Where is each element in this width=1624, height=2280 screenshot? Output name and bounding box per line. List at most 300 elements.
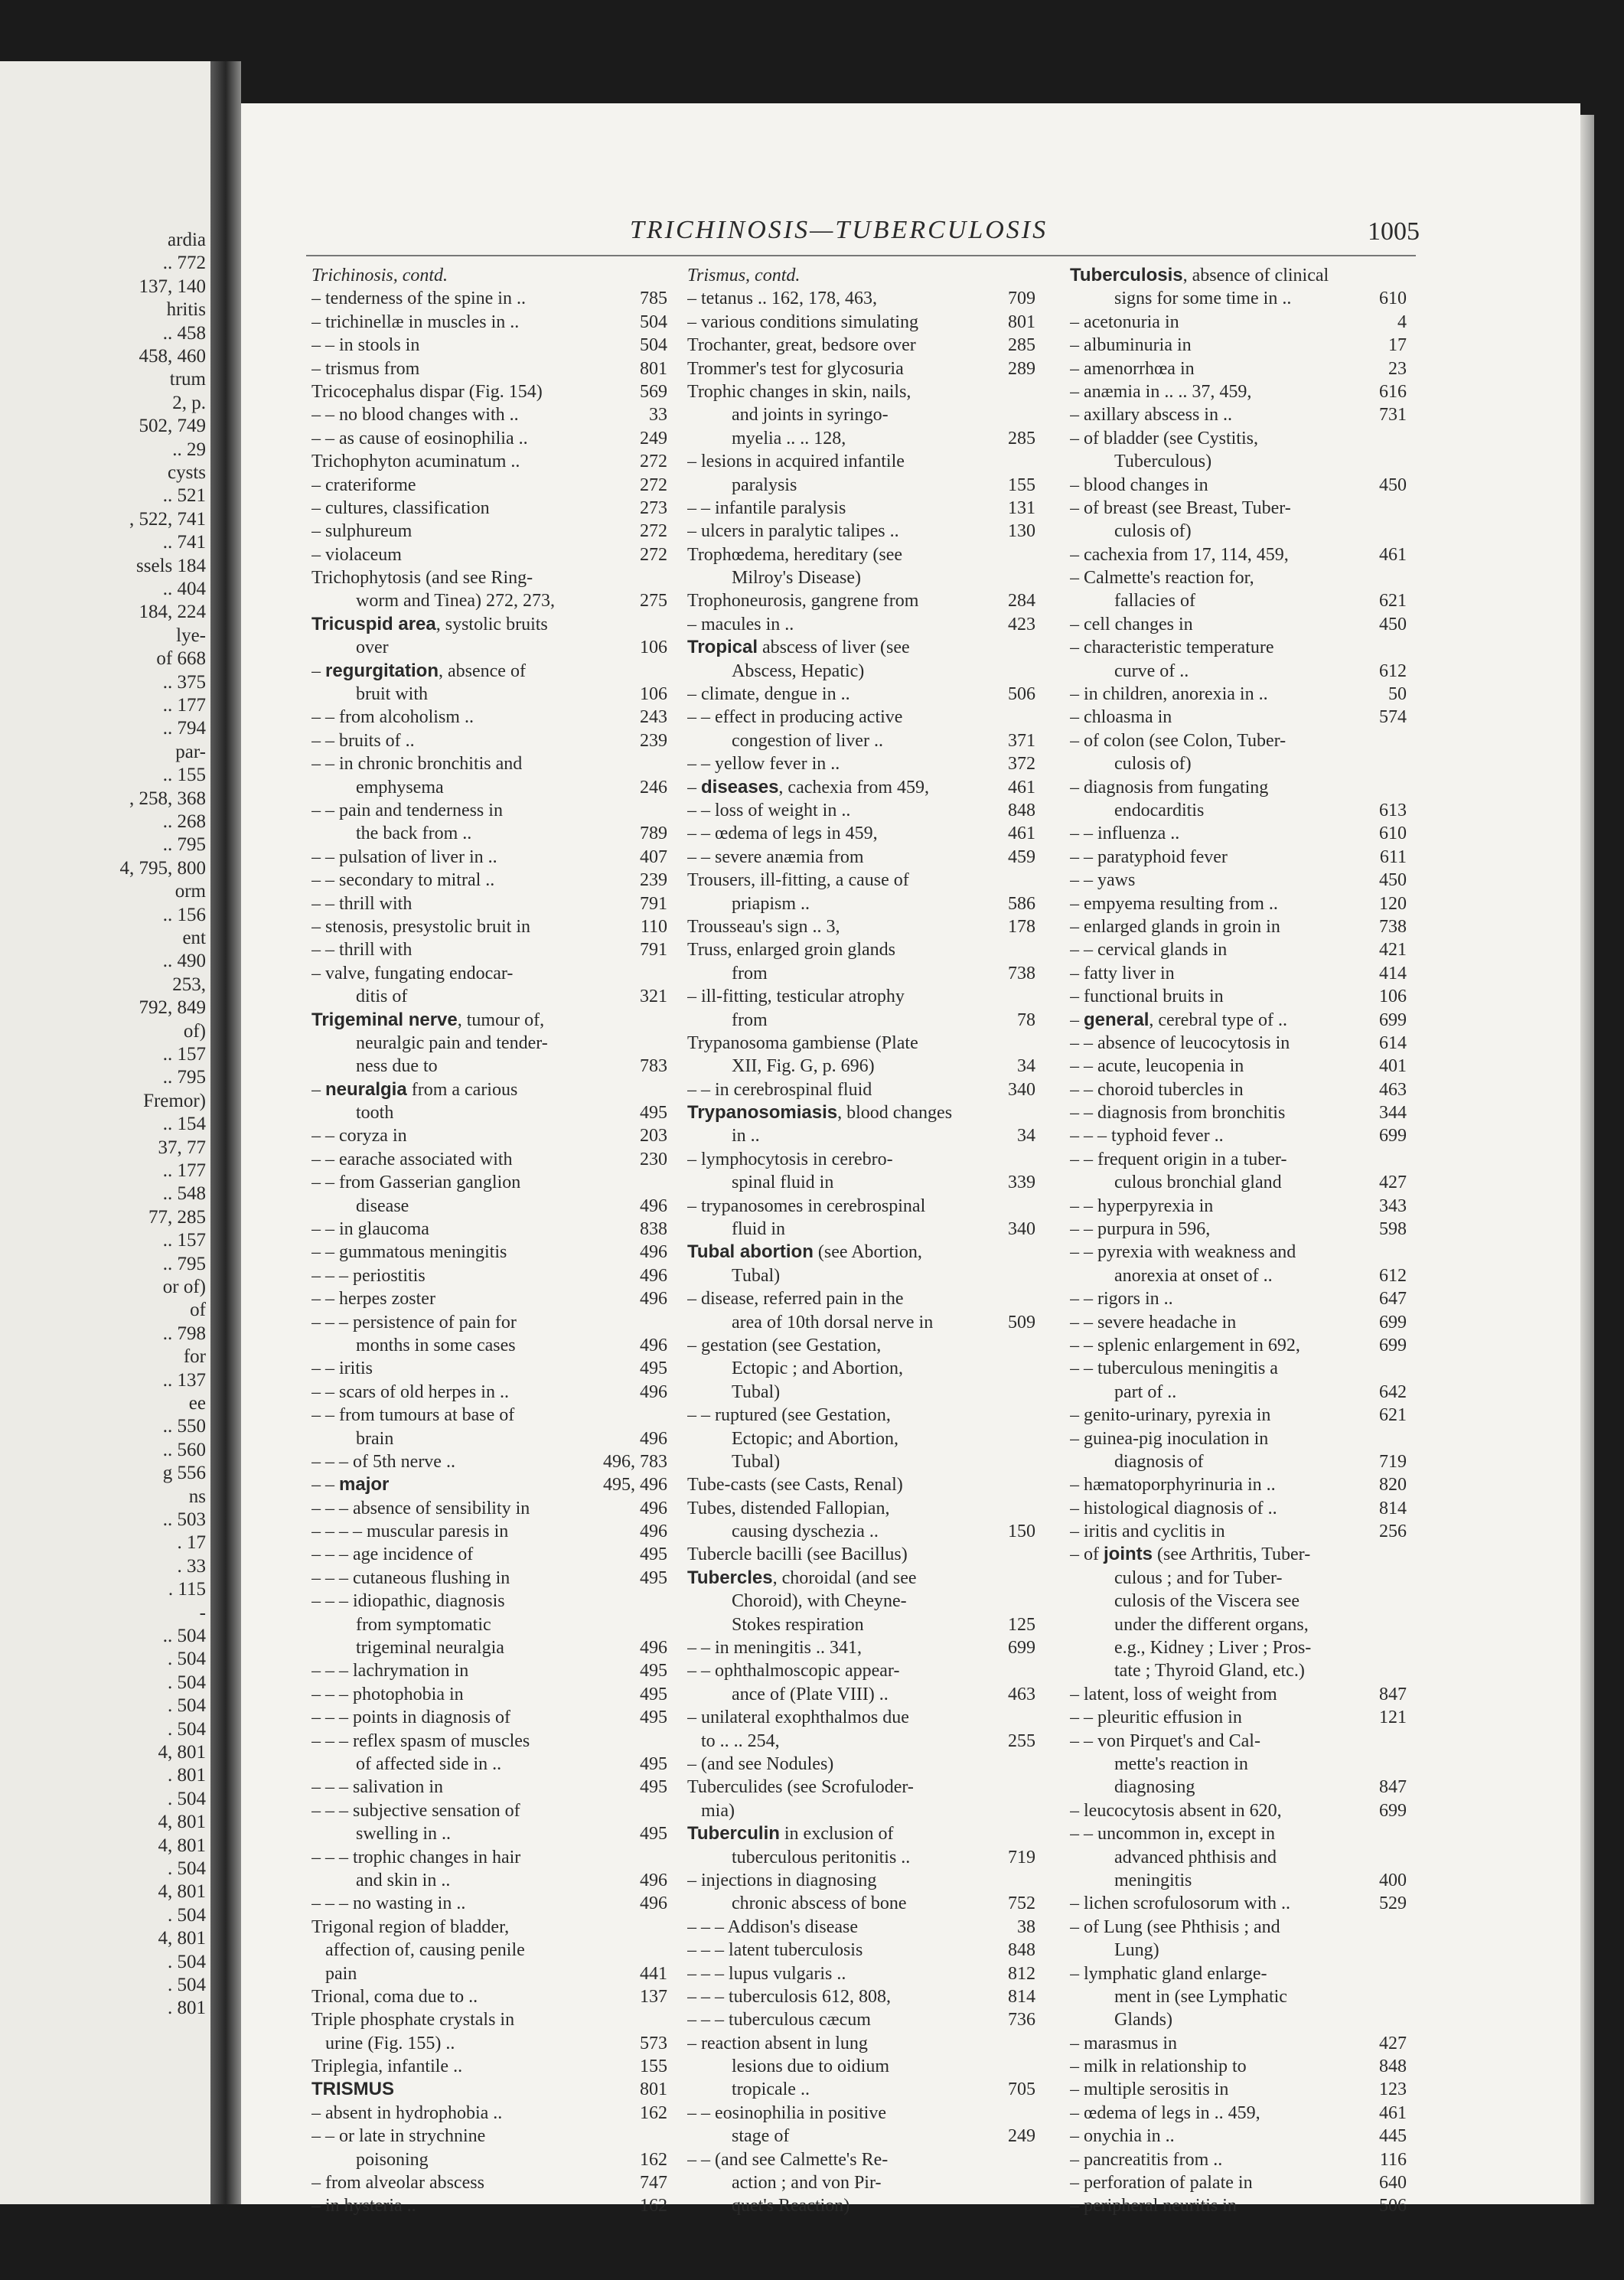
page-reference: 445 — [1379, 2126, 1407, 2147]
index-entry — [687, 2032, 1035, 2055]
page-reference: 155 — [640, 2057, 667, 2077]
page-reference: 400 — [1379, 1870, 1407, 1890]
entry-text: – of bladder (see Cystitis, — [1070, 428, 1258, 448]
entry-text: – amenorrhœa in — [1070, 358, 1195, 379]
index-entry — [687, 380, 1035, 403]
index-entry — [311, 1357, 667, 1380]
entry-text: – anæmia in .. .. 37, 459, — [1070, 381, 1252, 402]
page-reference: 573 — [640, 2033, 667, 2053]
entry-text: – – – idiopathic, diagnosis — [311, 1591, 505, 1612]
entry-text: Lung) — [1114, 1940, 1159, 1961]
page-reference: 801 — [640, 2079, 667, 2100]
entry-text: in .. — [732, 1126, 760, 1147]
index-entry — [311, 589, 667, 612]
entry-text: Trophoneurosis, gangrene from — [687, 591, 919, 612]
entry-text: – lymphatic gland enlarge- — [1070, 1963, 1267, 1984]
index-entry — [687, 729, 1035, 752]
entry-text: – (and see Nodules) — [687, 1754, 834, 1774]
index-entry — [687, 1287, 1035, 1310]
page-reference: 848 — [1008, 1940, 1035, 1961]
index-entry — [687, 1520, 1035, 1543]
page-reference: 574 — [1379, 707, 1407, 728]
entry-text: Tuberculosis, absence of clinical — [1070, 265, 1329, 285]
page-reference: 272 — [640, 452, 667, 472]
index-entry — [311, 2008, 667, 2031]
entry-text: – – herpes zoster — [311, 1289, 435, 1310]
entry-text: – – absence of leucocytosis in — [1070, 1032, 1290, 1053]
index-entry — [687, 2102, 1035, 2125]
entry-text: – axillary abscess in .. — [1070, 405, 1232, 426]
entry-text: anorexia at onset of .. — [1114, 1265, 1273, 1286]
page-reference: 640 — [1379, 2173, 1407, 2194]
left-page-line: trum — [169, 369, 206, 390]
entry-text: – albuminuria in — [1070, 335, 1192, 356]
entry-text: Trichinosis, contd. — [311, 266, 448, 285]
entry-text: advanced phthisis and — [1114, 1847, 1277, 1867]
index-entry — [1070, 752, 1407, 775]
index-entry — [687, 589, 1035, 612]
index-entry — [1070, 1078, 1407, 1101]
entry-text: culosis of the Viscera see — [1114, 1591, 1300, 1612]
entry-text: ditis of — [356, 987, 408, 1007]
index-entry — [311, 2032, 667, 2055]
entry-text: Trismus, contd. — [687, 266, 801, 285]
entry-text: – – from tumours at base of — [311, 1405, 515, 1426]
index-entry — [1070, 1311, 1407, 1334]
index-entry — [687, 2008, 1035, 2031]
entry-text: – lichen scrofulosorum with .. — [1070, 1893, 1290, 1914]
entry-text: – – – of 5th nerve .. — [311, 1451, 455, 1472]
entry-text: – iritis and cyclitis in — [1070, 1522, 1225, 1542]
entry-text: Ectopic; and Abortion, — [732, 1428, 898, 1449]
index-entry — [311, 1427, 667, 1450]
index-entry — [687, 1195, 1035, 1218]
entry-text: – valve, fungating endocar- — [311, 963, 514, 983]
entry-text: tate ; Thyroid Gland, etc.) — [1114, 1661, 1305, 1681]
page-reference: 495 — [640, 1103, 667, 1124]
left-page-line: . 33 — [177, 1555, 206, 1577]
entry-text: – lesions in acquired infantile — [687, 452, 905, 472]
page-reference: 848 — [1379, 2057, 1407, 2077]
left-page-fragment — [0, 61, 210, 2204]
entry-text: – – – salivation in — [311, 1777, 443, 1798]
left-page-line: 4, 795, 800 — [119, 857, 206, 879]
entry-text: e.g., Kidney ; Liver ; Pros- — [1114, 1638, 1312, 1659]
entry-text: to .. .. 254, — [701, 1730, 780, 1751]
entry-text: – – pain and tenderness in — [311, 800, 503, 820]
entry-text: – trichinellæ in muscles in .. — [311, 312, 520, 332]
entry-text: – regurgitation, absence of — [311, 660, 526, 681]
index-entry — [687, 1148, 1035, 1171]
index-entry — [687, 1497, 1035, 1520]
entry-text: – – pyrexia with weakness and — [1070, 1242, 1296, 1263]
entry-text: – – rigors in .. — [1070, 1289, 1173, 1310]
entry-text: – violaceum — [311, 544, 402, 565]
index-entry — [1070, 1148, 1407, 1171]
index-entry — [311, 2148, 667, 2171]
page-reference: 131 — [1008, 497, 1035, 518]
entry-text: – histological diagnosis of .. — [1070, 1498, 1277, 1518]
entry-text: Tube-casts (see Casts, Renal) — [687, 1475, 903, 1496]
index-entry — [687, 1659, 1035, 1682]
left-page-line: . 504 — [168, 1858, 206, 1879]
page-reference: 496 — [640, 1428, 667, 1449]
index-entry — [311, 1892, 667, 1915]
left-page-line: .. 137 — [162, 1369, 206, 1391]
entry-text: – cell changes in — [1070, 614, 1193, 634]
left-page-line: . 17 — [177, 1532, 206, 1554]
index-entry — [687, 1706, 1035, 1729]
page-reference: 495 — [640, 1661, 667, 1681]
page-reference: 569 — [640, 381, 667, 402]
entry-text: – acetonuria in — [1070, 312, 1179, 332]
entry-text: tooth — [356, 1103, 394, 1124]
index-entry — [1070, 1381, 1407, 1404]
index-entry — [311, 962, 667, 985]
page-reference: 504 — [640, 335, 667, 356]
index-entry — [687, 1171, 1035, 1194]
page-reference: 699 — [1379, 1126, 1407, 1147]
index-entry — [687, 2055, 1035, 2078]
index-entry — [1070, 938, 1407, 961]
entry-text: – – – Addison's disease — [687, 1916, 858, 1937]
page-reference: 791 — [640, 893, 667, 914]
page-reference: 162 — [640, 2149, 667, 2170]
entry-text: – guinea-pig inoculation in — [1070, 1428, 1269, 1449]
entry-text: – latent, loss of weight from — [1070, 1684, 1277, 1704]
index-entry — [687, 474, 1035, 497]
entry-text: Glands) — [1114, 2010, 1172, 2030]
left-page-line: . 504 — [168, 1649, 206, 1670]
page-reference: 736 — [1008, 2010, 1035, 2030]
page-reference: 427 — [1379, 2033, 1407, 2053]
index-entry — [311, 1171, 667, 1194]
entry-text: mia) — [701, 1800, 735, 1821]
page-reference: 847 — [1379, 1777, 1407, 1798]
left-page-line: .. 795 — [162, 1067, 206, 1088]
page-reference: 289 — [1008, 358, 1035, 379]
index-entry — [687, 403, 1035, 426]
entry-text: causing dyschezia .. — [732, 1522, 879, 1542]
index-entry — [311, 892, 667, 915]
entry-text: spinal fluid in — [732, 1173, 834, 1193]
page-reference: 496 — [640, 1335, 667, 1355]
index-entry — [1070, 962, 1407, 985]
index-entry — [1070, 1009, 1407, 1032]
left-page-line: .. 156 — [162, 904, 206, 925]
entry-text: Abscess, Hepatic) — [732, 661, 865, 681]
index-entry — [311, 474, 667, 497]
page-reference: 610 — [1379, 824, 1407, 844]
index-entry — [311, 1520, 667, 1543]
page-reference: 137 — [640, 1986, 667, 2007]
left-page-line: 4, 801 — [158, 1742, 206, 1763]
entry-text: stage of — [732, 2126, 790, 2147]
entry-text: – – – photophobia in — [311, 1684, 464, 1704]
index-entry — [1070, 613, 1407, 636]
entry-text: Tubal) — [732, 1381, 781, 1402]
index-entry — [1070, 1473, 1407, 1496]
index-entry — [1070, 1776, 1407, 1799]
page-reference: 116 — [1379, 2149, 1407, 2170]
entry-text: – – yellow fever in .. — [687, 754, 840, 775]
index-entry — [1070, 1962, 1407, 1985]
left-page-line: or of) — [162, 1277, 206, 1297]
index-entry — [687, 1543, 1035, 1566]
entry-text: – – thrill with — [311, 893, 413, 914]
page-reference: 814 — [1008, 1986, 1035, 2007]
page-reference: 614 — [1379, 1032, 1407, 1053]
page-reference: 495, 496 — [603, 1475, 667, 1496]
entry-text: trigeminal neuralgia — [356, 1638, 504, 1659]
left-page-line: .. 177 — [162, 695, 206, 716]
index-entry — [1070, 1543, 1407, 1566]
index-entry — [311, 729, 667, 752]
index-entry — [311, 1846, 667, 1869]
index-entry — [1070, 1916, 1407, 1939]
left-page-line: .. 772 — [162, 253, 206, 274]
page-reference: 747 — [640, 2173, 667, 2194]
index-entry — [1070, 2078, 1407, 2101]
left-page-line: hritis — [166, 299, 206, 321]
index-entry — [311, 1334, 667, 1357]
index-entry — [1070, 1264, 1407, 1287]
entry-text: – – – lupus vulgaris .. — [687, 1963, 846, 1984]
index-entry — [311, 357, 667, 380]
page-reference: 150 — [1008, 1522, 1035, 1542]
index-entry — [687, 1985, 1035, 2008]
entry-text: Tropical abscess of liver (see — [687, 637, 910, 658]
left-page-line: 502, 749 — [139, 416, 206, 437]
index-entry — [1070, 1357, 1407, 1380]
left-page-line: . 504 — [168, 1975, 206, 1995]
index-entry — [311, 497, 667, 520]
page-reference: 120 — [1379, 893, 1407, 914]
entry-text: – – ruptured (see Gestation, — [687, 1405, 891, 1426]
entry-text: culous bronchial gland — [1114, 1173, 1282, 1193]
index-entry — [311, 1659, 667, 1682]
index-entry — [687, 799, 1035, 822]
page-reference: 407 — [640, 846, 667, 867]
entry-text: – hæmatoporphyrinuria in .. — [1070, 1475, 1276, 1496]
entry-text: culosis of) — [1114, 521, 1192, 542]
entry-text: – – loss of weight in .. — [687, 800, 851, 820]
index-entry — [687, 311, 1035, 334]
index-entry — [311, 1148, 667, 1171]
book-gutter — [210, 61, 241, 2204]
index-entry — [1070, 1567, 1407, 1590]
index-entry — [311, 1962, 667, 1985]
left-page-line: ardia — [168, 230, 206, 250]
index-entry — [311, 1776, 667, 1799]
entry-text: Milroy's Disease) — [732, 568, 861, 589]
page-reference: 4 — [1397, 312, 1407, 332]
page-reference: 495 — [640, 1684, 667, 1704]
entry-text: – – major — [311, 1474, 390, 1496]
index-entry — [1070, 776, 1407, 799]
entry-text: from — [732, 963, 768, 983]
index-entry — [687, 497, 1035, 520]
entry-text: – characteristic temperature — [1070, 638, 1274, 658]
index-entry — [1070, 1753, 1407, 1776]
entry-text: – – von Pirquet's and Cal- — [1070, 1730, 1260, 1751]
left-page-line: .. 521 — [162, 485, 206, 507]
page-reference: 496 — [640, 1381, 667, 1402]
entry-text: – – hyperpyrexia in — [1070, 1195, 1214, 1216]
page-reference: 371 — [1008, 730, 1035, 751]
index-entry — [687, 450, 1035, 473]
index-entry — [1070, 846, 1407, 869]
entry-text: swelling in .. — [356, 1824, 451, 1845]
entry-text: – – purpura in 596, — [1070, 1219, 1211, 1240]
left-page-line: .. 798 — [162, 1323, 206, 1344]
index-entry — [311, 1195, 667, 1218]
entry-text: brain — [356, 1428, 394, 1449]
page-reference: 699 — [1379, 1010, 1407, 1030]
entry-text: disease — [356, 1195, 409, 1216]
left-page-line: . 504 — [168, 1718, 206, 1740]
entry-text: – – – – muscular paresis in — [311, 1522, 509, 1542]
page-reference: 820 — [1379, 1475, 1407, 1496]
entry-text: – unilateral exophthalmos due — [687, 1708, 909, 1728]
index-entry — [687, 1124, 1035, 1147]
entry-text: – of joints (see Arthritis, Tuber- — [1070, 1544, 1311, 1565]
entry-text: Tuberculous) — [1114, 452, 1212, 472]
page-reference: 106 — [640, 684, 667, 705]
left-page-line: . 504 — [168, 1672, 206, 1693]
index-entry — [687, 1404, 1035, 1427]
page-reference: 246 — [640, 777, 667, 798]
index-entry — [311, 1032, 667, 1055]
entry-text: – – or late in strychnine — [311, 2126, 486, 2147]
page-reference: 461 — [1379, 2102, 1407, 2123]
entry-text: – – in chronic bronchitis and — [311, 754, 523, 775]
index-entry — [687, 1590, 1035, 1613]
entry-text: TRISMUS — [311, 2079, 394, 2100]
page-reference: 125 — [1008, 1614, 1035, 1635]
entry-text: – macules in .. — [687, 614, 794, 634]
index-entry — [687, 1776, 1035, 1799]
index-entry — [1070, 1241, 1407, 1264]
index-column-1 — [311, 264, 667, 2218]
index-entry — [1070, 869, 1407, 892]
page-reference: 495 — [640, 1777, 667, 1798]
left-page-line: 4, 801 — [158, 1835, 206, 1856]
page-reference: 848 — [1008, 800, 1035, 820]
index-entry — [687, 1055, 1035, 1078]
index-entry — [687, 938, 1035, 961]
page-reference: 249 — [640, 428, 667, 448]
index-entry — [687, 1334, 1035, 1357]
entry-text: over — [356, 638, 389, 658]
index-entry — [687, 1730, 1035, 1753]
page-reference: 529 — [1379, 1893, 1407, 1914]
page-number: 1005 — [1368, 217, 1420, 246]
entry-text: – – – cutaneous flushing in — [311, 1567, 510, 1588]
index-entry — [311, 1543, 667, 1566]
page-reference: 321 — [640, 987, 667, 1007]
page-reference: 285 — [1008, 428, 1035, 448]
page-reference: 110 — [640, 916, 667, 937]
entry-text: – – ophthalmoscopic appear- — [687, 1661, 900, 1681]
left-page-line: 253, — [172, 974, 206, 995]
entry-text: – – diagnosis from bronchitis — [1070, 1103, 1286, 1124]
index-entry — [1070, 1195, 1407, 1218]
index-entry — [1070, 1939, 1407, 1962]
entry-text: – in children, anorexia in .. — [1070, 684, 1268, 705]
page-reference: 495 — [640, 1567, 667, 1588]
index-entry — [687, 1450, 1035, 1473]
entry-text: – cachexia from 17, 114, 459, — [1070, 544, 1289, 565]
entry-text: – reaction absent in lung — [687, 2033, 868, 2053]
left-page-line: orm — [174, 881, 206, 902]
index-entry — [1070, 2125, 1407, 2148]
left-page-line: .. 548 — [162, 1183, 206, 1205]
page-reference: 783 — [640, 1056, 667, 1077]
index-column-2 — [687, 264, 1035, 2218]
index-entry — [311, 1124, 667, 1147]
page-reference: 372 — [1008, 754, 1035, 775]
page-reference: 495 — [640, 1544, 667, 1565]
entry-text: affection of, causing penile — [325, 1940, 525, 1961]
index-entry — [311, 1404, 667, 1427]
entry-text: – – no blood changes with .. — [311, 405, 519, 426]
entry-text: months in some cases — [356, 1335, 516, 1355]
left-page-line: .. 154 — [162, 1114, 206, 1135]
page-reference: 738 — [1008, 963, 1035, 983]
index-entry — [687, 1962, 1035, 1985]
index-entry — [687, 2078, 1035, 2101]
index-entry — [687, 543, 1035, 566]
entry-text: – – bruits of .. — [311, 730, 415, 751]
entry-text: – trismus from — [311, 358, 420, 379]
entry-text: – of breast (see Breast, Tuber- — [1070, 497, 1291, 518]
entry-text: mette's reaction in — [1114, 1754, 1248, 1774]
page-reference: 495 — [640, 1824, 667, 1845]
page-reference: 496 — [640, 1638, 667, 1659]
index-entry — [1070, 1450, 1407, 1473]
entry-text: – – scars of old herpes in .. — [311, 1381, 509, 1402]
left-page-line: 792, 849 — [139, 997, 206, 1019]
entry-text: Trional, coma due to .. — [311, 1986, 478, 2007]
entry-text: – various conditions simulating — [687, 312, 918, 332]
index-entry — [311, 1241, 667, 1264]
index-entry — [687, 1753, 1035, 1776]
page-reference: 256 — [1379, 1522, 1407, 1542]
left-page-line: .. 268 — [162, 811, 206, 832]
index-entry — [1070, 450, 1407, 473]
entry-text: – trypanosomes in cerebrospinal — [687, 1195, 926, 1216]
index-entry — [1070, 264, 1407, 287]
index-entry — [687, 1381, 1035, 1404]
page-reference: 496 — [640, 1195, 667, 1216]
entry-text: Tubercles, choroidal (and see — [687, 1567, 917, 1588]
entry-text: tuberculous peritonitis .. — [732, 1847, 911, 1867]
left-page-line: 4, 801 — [158, 1812, 206, 1833]
page-reference: 34 — [1017, 1126, 1035, 1147]
page-reference: 421 — [1379, 940, 1407, 961]
entry-text: bruit with — [356, 684, 428, 705]
entry-text: – diseases, cachexia from 459, — [687, 776, 930, 798]
entry-text: – milk in relationship to — [1070, 2057, 1247, 2077]
left-page-line: . 504 — [168, 1695, 206, 1717]
left-page-line: .. 375 — [162, 671, 206, 693]
entry-text: – climate, dengue in .. — [687, 684, 850, 705]
index-entry — [1070, 1613, 1407, 1636]
index-entry — [687, 427, 1035, 450]
page-reference: 203 — [640, 1126, 667, 1147]
index-entry — [687, 2125, 1035, 2148]
